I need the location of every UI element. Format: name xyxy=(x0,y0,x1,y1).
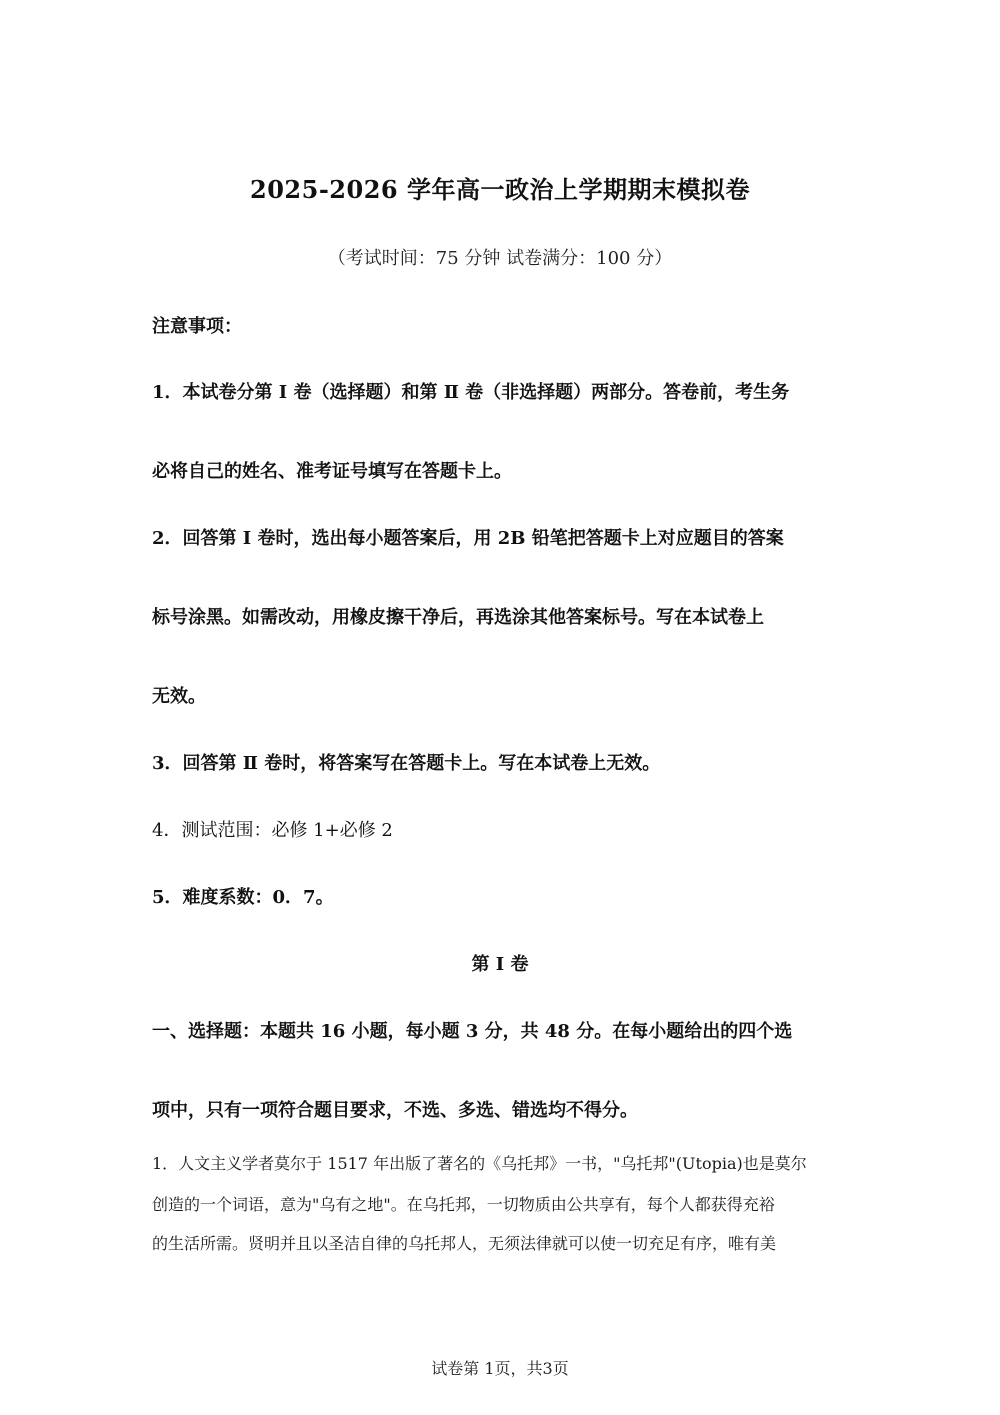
exam-title: 2025-2026 学年高一政治上学期期末模拟卷 xyxy=(250,175,750,204)
section-title: 第 Ⅰ 卷 xyxy=(471,954,529,975)
notice-line: 2．回答第 Ⅰ 卷时，选出每小题答案后，用 2B 铅笔把答题卡上对应题目的答案 xyxy=(152,528,784,549)
page-footer: 试卷第 1页，共3页 xyxy=(431,1359,569,1378)
part-heading-line: 一、选择题：本题共 16 小题，每小题 3 分，共 48 分。在每小题给出的四个选 xyxy=(152,1021,793,1042)
notice-line: 1．本试卷分第 Ⅰ 卷（选择题）和第 Ⅱ 卷（非选择题）两部分。答卷前，考生务 xyxy=(152,382,790,403)
exam-subtitle: （考试时间：75 分钟 试卷满分：100 分） xyxy=(327,248,673,269)
question-1-line: 1．人文主义学者莫尔于 1517 年出版了著名的《乌托邦》一书，"乌托邦"(Utopia)也是莫尔 xyxy=(152,1154,807,1173)
notice-line: 无效。 xyxy=(152,686,206,707)
notice-line: 必将自己的姓名、准考证号填写在答题卡上。 xyxy=(152,461,512,482)
notice-line: 3．回答第 Ⅱ 卷时，将答案写在答题卡上。写在本试卷上无效。 xyxy=(152,753,661,774)
part-heading-line: 项中，只有一项符合题目要求，不选、多选、错选均不得分。 xyxy=(152,1100,638,1121)
notice-line: 5．难度系数：0．7。 xyxy=(152,887,334,908)
question-1-line: 的生活所需。贤明并且以圣洁自律的乌托邦人，无须法律就可以使一切充足有序，唯有美 xyxy=(152,1234,777,1253)
notice-line: 标号涂黑。如需改动，用橡皮擦干净后，再选涂其他答案标号。写在本试卷上 xyxy=(152,607,764,628)
notice-heading: 注意事项： xyxy=(152,316,242,337)
question-1-line: 创造的一个词语，意为"乌有之地"。在乌托邦，一切物质由公共享有，每个人都获得充裕 xyxy=(152,1195,775,1214)
notice-line: 4．测试范围：必修 1+必修 2 xyxy=(152,820,393,841)
